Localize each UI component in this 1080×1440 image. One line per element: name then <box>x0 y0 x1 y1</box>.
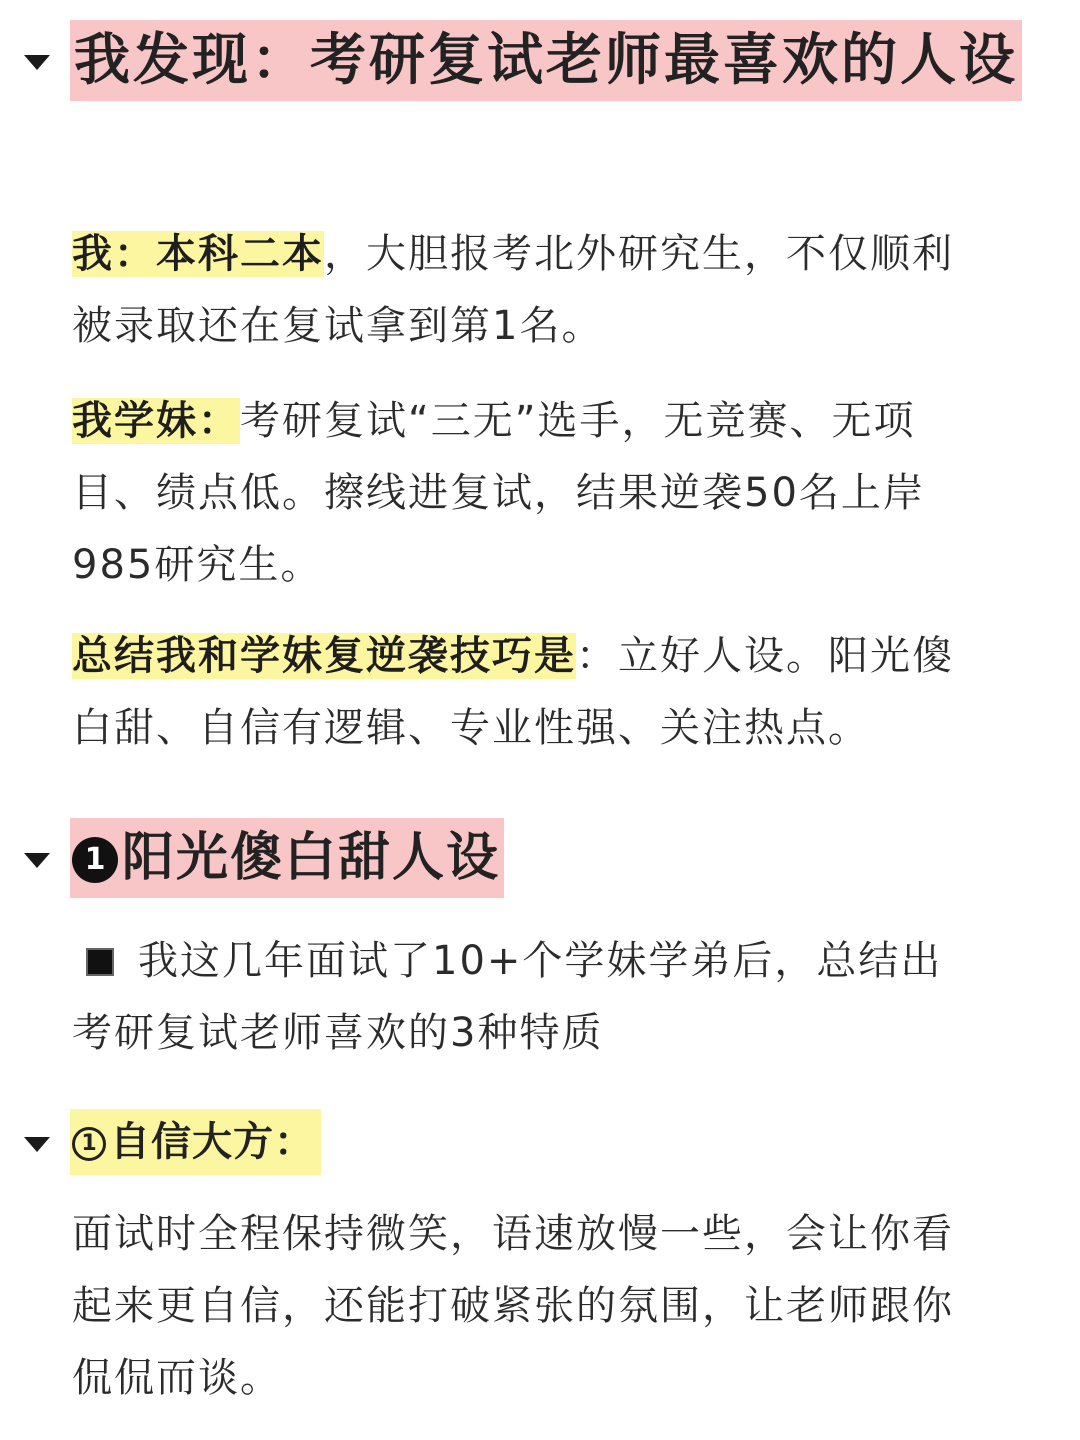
highlight-junior: 我学妹： <box>72 398 240 444</box>
paragraph-confident-text: 面试时全程保持微笑，语速放慢一些，会让你看起来更自信，还能打破紧张的氛围，让老师跟你侃侃而谈。 <box>72 1211 954 1401</box>
heading-persona <box>70 818 504 898</box>
paragraph-bullet <box>72 925 982 1069</box>
paragraph-junior-text: 考研复试“三无”选手，无竞赛、无项目、绩点低。擦线进复试，结果逆袭50名上岸985研究生。 <box>72 398 925 588</box>
black-square-icon <box>86 948 114 976</box>
highlight-me: 我：本科二本 <box>72 231 324 277</box>
paragraph-me <box>72 218 982 362</box>
heading-main <box>70 20 1022 101</box>
number-one-filled-icon: 1 <box>72 837 118 883</box>
heading-confident <box>70 1109 321 1175</box>
heading-persona-text: 阳光傻白甜人设 <box>122 828 501 888</box>
collapse-toggle-icon[interactable] <box>24 1137 50 1152</box>
paragraph-confident <box>72 1198 982 1414</box>
collapse-toggle-icon[interactable] <box>24 853 50 868</box>
paragraph-me-text: ，大胆报考北外研究生，不仅顺利被录取还在复试拿到第1名。 <box>72 231 954 349</box>
number-one-outline-icon: 1 <box>72 1127 106 1161</box>
paragraph-junior <box>72 385 982 601</box>
paragraph-summary-text: ：立好人设。阳光傻白甜、自信有逻辑、专业性强、关注热点。 <box>72 633 954 751</box>
highlight-summary: 总结我和学妹复逆袭技巧是 <box>72 633 576 679</box>
heading-main-text: 我发现：考研复试老师最喜欢的人设 <box>74 28 1018 93</box>
paragraph-bullet-text: 我这几年面试了10+个学妹学弟后，总结出考研复试老师喜欢的3种特质 <box>72 938 943 1056</box>
heading-confident-text: 自信大方： <box>110 1119 315 1165</box>
collapse-toggle-icon[interactable] <box>24 55 50 70</box>
paragraph-summary <box>72 620 982 764</box>
